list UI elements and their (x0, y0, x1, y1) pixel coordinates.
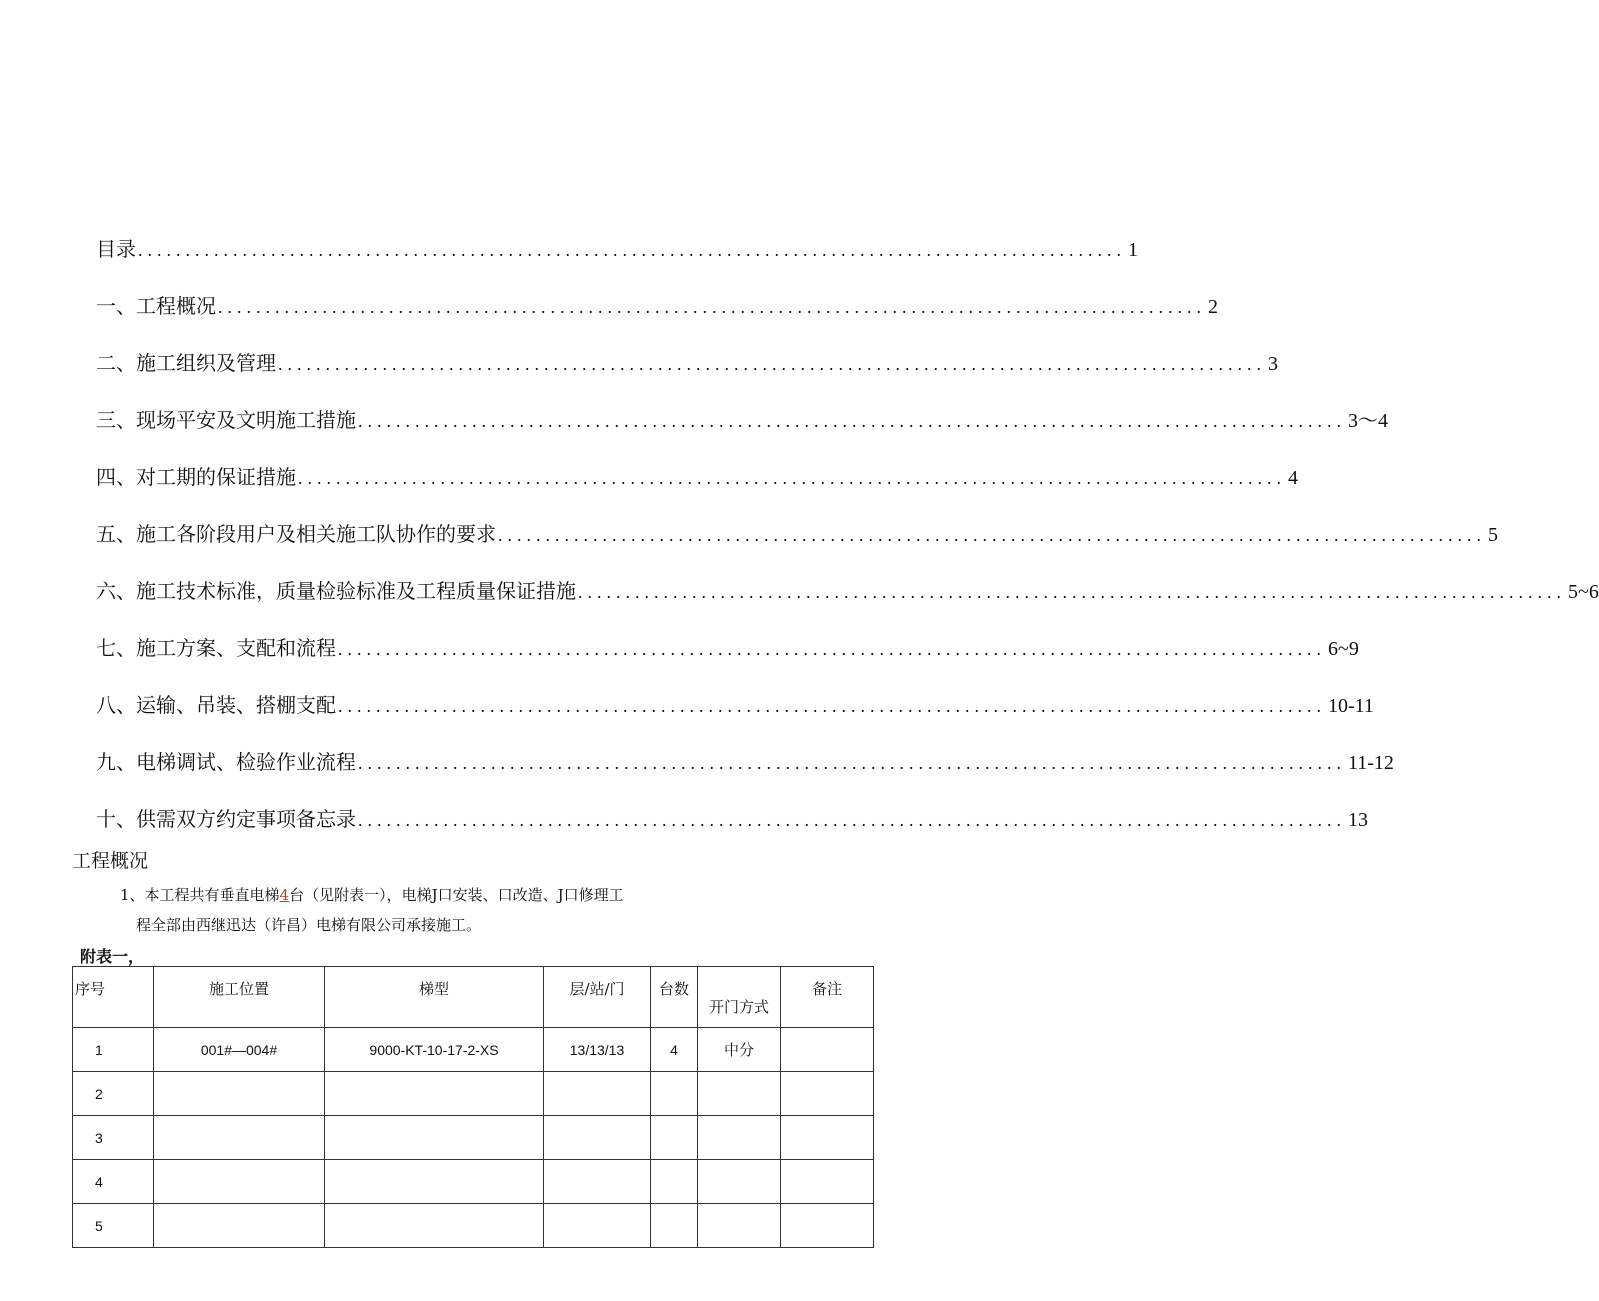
cell-count (651, 1072, 698, 1116)
cell-count: 4 (651, 1028, 698, 1072)
toc-entry-page: 4 (1288, 467, 1298, 489)
toc-entry-4[interactable] (96, 454, 1298, 511)
cell-model (325, 1204, 544, 1248)
cell-seq: 1 (73, 1028, 154, 1072)
toc-entry-10[interactable] (96, 796, 1368, 853)
table-header-row (73, 967, 874, 1028)
cell-position (154, 1204, 325, 1248)
toc-entry-title: 二、施工组织及管理 (96, 351, 276, 375)
toc-entry-page: 5~6 (1568, 581, 1599, 603)
cell-note (781, 1160, 874, 1204)
toc-entry-title: 三、现场平安及文明施工措施 (96, 408, 356, 432)
toc-leader-dots: ........................................................................................................ (358, 753, 1346, 773)
cell-note (781, 1116, 874, 1160)
cell-floors (544, 1204, 651, 1248)
toc-entry-6[interactable] (96, 568, 1599, 625)
toc-entry-8[interactable] (96, 682, 1374, 739)
cell-model: 9000-KT-10-17-2-XS (325, 1028, 544, 1072)
cell-door (698, 1072, 781, 1116)
toc-entry-page: 6~9 (1328, 638, 1359, 660)
header-floors: 层/站/门 (544, 967, 651, 1028)
toc-entry-page: 2 (1208, 296, 1218, 318)
toc-entry-7[interactable] (96, 625, 1359, 682)
cell-floors (544, 1116, 651, 1160)
toc-leader-dots: ........................................................................................................ (498, 525, 1486, 545)
toc-leader-dots: ........................................................................................................ (358, 810, 1346, 830)
toc-entry-page: 11-12 (1348, 752, 1394, 774)
toc-leader-dots: ........................................................................................................ (338, 639, 1326, 659)
cell-position (154, 1072, 325, 1116)
cell-note (781, 1204, 874, 1248)
toc-entry-title: 一、工程概况 (96, 294, 216, 318)
cell-model (325, 1072, 544, 1116)
toc-leader-dots: ........................................................................................................ (138, 240, 1126, 260)
header-count: 台数 (651, 967, 698, 1028)
toc-entry-page: 3 (1268, 353, 1278, 375)
toc-leader-dots: ........................................................................................................ (578, 582, 1566, 602)
toc-entry-title: 八、运输、吊装、搭棚支配 (96, 693, 336, 717)
toc-leader-dots: ........................................................................................................ (278, 354, 1266, 374)
toc-leader-dots: ........................................................................................................ (338, 696, 1326, 716)
toc-entry-title: 十、供需双方约定事项备忘录 (96, 807, 356, 831)
toc-entry-3[interactable] (96, 397, 1388, 454)
toc-entry-2[interactable] (96, 340, 1278, 397)
toc-entry-5[interactable] (96, 511, 1498, 568)
toc-entry-title: 六、施工技术标准，质量检验标准及工程质量保证措施 (96, 579, 576, 603)
toc-entry-title: 五、施工各阶段用户及相关施工队协作的要求 (96, 522, 496, 546)
paragraph-1 (120, 884, 624, 905)
cell-door (698, 1160, 781, 1204)
toc-entry-page: 1 (1128, 239, 1138, 261)
annex-table (72, 966, 874, 1248)
toc-entry-title: 九、电梯调试、检验作业流程 (96, 750, 356, 774)
toc-entry-title: 目录 (96, 237, 136, 261)
section-heading: 工程概况 (72, 850, 149, 872)
toc-entry-page: 10-11 (1328, 695, 1374, 717)
cell-count (651, 1116, 698, 1160)
cell-door: 中分 (698, 1028, 781, 1072)
toc-leader-dots: ........................................................................................................ (298, 468, 1286, 488)
paragraph-2: 程全部由西继迅达（许昌）电梯有限公司承接施工。 (136, 916, 482, 934)
header-position: 施工位置 (154, 967, 325, 1028)
cell-count (651, 1204, 698, 1248)
table-row (73, 1028, 874, 1072)
cell-position (154, 1160, 325, 1204)
header-seq: 序号 (73, 967, 154, 1028)
cell-seq: 3 (73, 1116, 154, 1160)
toc-entry-page: 3～4 (1348, 410, 1388, 432)
table-of-contents (96, 226, 1599, 853)
cell-model (325, 1116, 544, 1160)
table-row (73, 1072, 874, 1116)
header-door: 开门方式 (698, 967, 781, 1028)
toc-entry-page: 13 (1348, 809, 1368, 831)
cell-position (154, 1116, 325, 1160)
cell-note (781, 1072, 874, 1116)
cell-seq: 2 (73, 1072, 154, 1116)
cell-floors: 13/13/13 (544, 1028, 651, 1072)
cell-model (325, 1160, 544, 1204)
paragraph-1-suffix: 台（见附表一），电梯J口安装、口改造、J口修理工 (289, 886, 624, 904)
cell-seq: 5 (73, 1204, 154, 1248)
cell-count (651, 1160, 698, 1204)
annex-title: 附表一， (80, 947, 145, 966)
elevator-count: 4 (279, 886, 290, 904)
cell-door (698, 1204, 781, 1248)
cell-floors (544, 1160, 651, 1204)
toc-entry-contents[interactable] (96, 226, 1138, 283)
cell-seq: 4 (73, 1160, 154, 1204)
cell-door (698, 1116, 781, 1160)
table-row (73, 1116, 874, 1160)
header-model: 梯型 (325, 967, 544, 1028)
toc-entry-page: 5 (1488, 524, 1498, 546)
table-row (73, 1160, 874, 1204)
header-note: 备注 (781, 967, 874, 1028)
toc-entry-title: 四、对工期的保证措施 (96, 465, 296, 489)
table-row (73, 1204, 874, 1248)
toc-entry-title: 七、施工方案、支配和流程 (96, 636, 336, 660)
cell-position: 001#—004# (154, 1028, 325, 1072)
paragraph-1-prefix: 1、本工程共有垂直电梯 (120, 886, 280, 904)
toc-leader-dots: ........................................................................................................ (358, 411, 1346, 431)
toc-leader-dots: ........................................................................................................ (218, 297, 1206, 317)
toc-entry-9[interactable] (96, 739, 1394, 796)
toc-entry-1[interactable] (96, 283, 1218, 340)
cell-note (781, 1028, 874, 1072)
cell-floors (544, 1072, 651, 1116)
